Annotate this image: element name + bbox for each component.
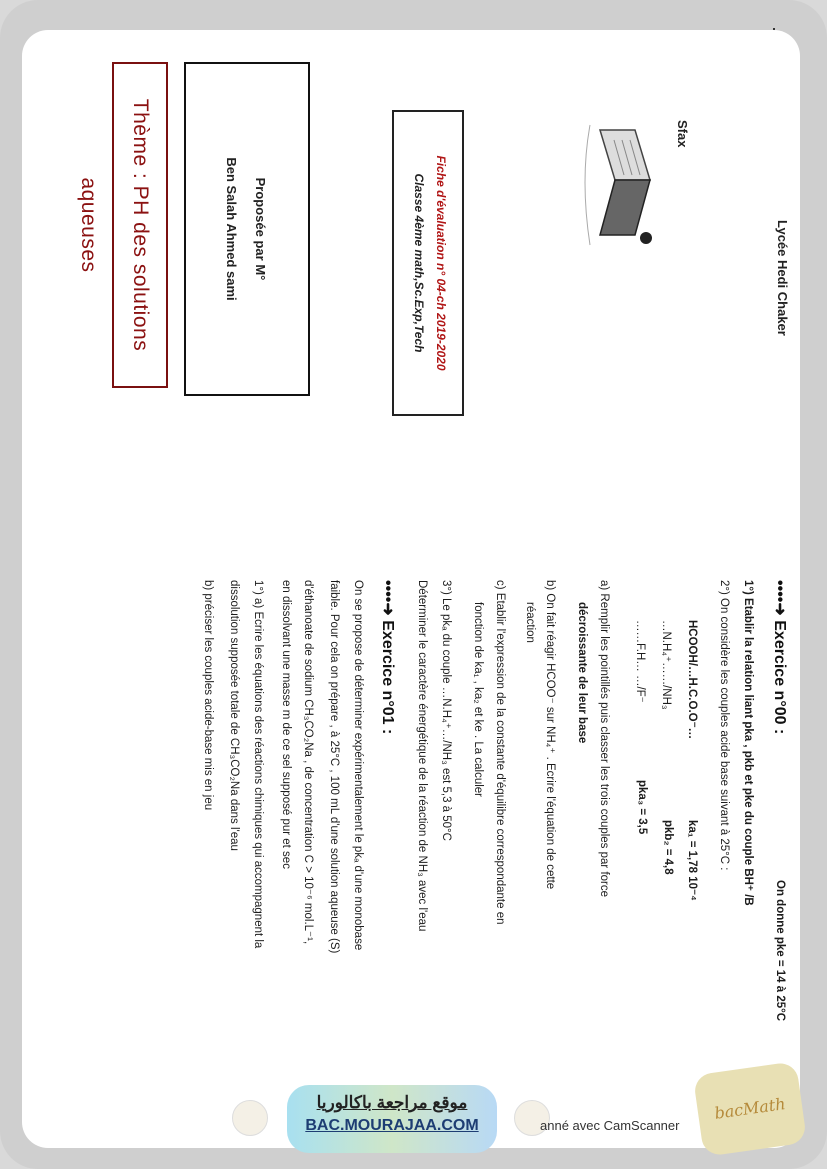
exercise1-q1b: b) préciser les couples acide-base mis en jeu (202, 580, 214, 811)
exercise1-p3: d'éthanoate de sodium CH₃CO₂Na , de concentration C > 10⁻⁶ mol.L⁻¹, (302, 580, 314, 945)
exercises-area (22, 580, 800, 1148)
exercise0-qb-line1: b) On fait réagir HCOO⁻ sur NH₄⁺ . Ecrire l'équation de cette (544, 580, 556, 890)
couple3: ……F.H… …/F⁻ (634, 620, 646, 703)
site-banner[interactable] (287, 1085, 497, 1153)
exercise1-q1a-line2: dissolution supposée totale de CH₃CO₂Na dans l'eau (228, 580, 240, 851)
exercise1-p4: en dissolvant une masse m de ce sel supposé pur et sec (280, 580, 292, 869)
exercise1-p2: faible. Pour cela on prépare , à 25°C , 100 mL d'une solution aqueuse (S) (328, 580, 340, 954)
site-arabic-name: موقع مراجعة باكالوريا (316, 1093, 468, 1112)
exercise0-q3b: Déterminer le caractère énergétique de la réaction de NH₃ avec l'eau (416, 580, 428, 932)
school-name: Lycée Hedi Chaker (775, 220, 790, 336)
fiche-box (392, 110, 464, 416)
exercise0-qc-line2: fonction de ka₁ , ka₂ et ke . La calculer (472, 602, 484, 798)
exercise0-q3: 3°) Le pkₐ du couple …N.H₄⁺…/NH₃ est 5,3 à 50°C (440, 580, 452, 841)
couple2: …N.H₄⁺……/NH₃ (660, 620, 672, 710)
author-name: Ben Salah Ahmed sami (224, 157, 239, 301)
exercise0-heading: ••••➜ Exercice n°00 : (771, 580, 788, 735)
exercise0-q2: 2°) On considère les couples acide base suivant à 25°C : (718, 580, 730, 871)
rotated-content (22, 30, 800, 1148)
couple1-value: ka₁ = 1,78 10⁻⁴ (686, 820, 698, 901)
author-box (184, 62, 310, 396)
exercise0-qb-line2: réaction (524, 602, 536, 643)
couple1: HCOOH/…H.C.O.O⁻… (686, 620, 698, 740)
document-page (22, 30, 800, 1148)
exercise0-qa-line2: décroissante de leur base (576, 602, 588, 744)
exercise0-q1: 1°) Etablir la relation liant pka , pkb et pke du couple BH⁺ /B (742, 580, 754, 906)
site-url[interactable]: BAC.MOURAJAA.COM (305, 1117, 479, 1134)
exercise1-q1a: 1°) a) Ecrire les équations des réactions chimiques qui accompagnent la (252, 580, 264, 949)
fiche-title: Fiche d'évaluation n° 04-ch 2019-2020 (434, 155, 448, 371)
scanner-watermark: anné avec CamScanner (540, 1118, 680, 1133)
couple2-value: pkb₂ = 4,8 (662, 820, 674, 875)
theme-box (77, 62, 168, 388)
exercise0-qc-line1: c) Etablir l'expression de la constante d'équilibre correspondante en (494, 580, 506, 925)
school-city: Sfax (675, 120, 690, 148)
couple3-value: pka₃ = 3,5 (636, 780, 648, 835)
theme-title: Thème : PH des solutions aqueuses (77, 98, 152, 352)
bacmath-logo: bacMath (693, 1061, 807, 1157)
exercise0-qa-line1: a) Remplir les pointillés puis classer les trois couples par force (598, 580, 610, 898)
book-logo-icon (580, 120, 660, 250)
exercise1-heading: ••••➜ Exercice n°01 : (379, 580, 396, 735)
author-intro: Proposée par M° (253, 177, 268, 281)
exercise1-p1: On se propose de déterminer expérimentalement le pkₐ d'une monobase (352, 580, 364, 951)
site-badge-left-icon (232, 1100, 268, 1136)
fiche-class: Classe 4ème math,Sc.Exp,Tech (412, 173, 426, 353)
exercise0-given: On donne pke = 14 à 25°C (774, 880, 786, 1022)
